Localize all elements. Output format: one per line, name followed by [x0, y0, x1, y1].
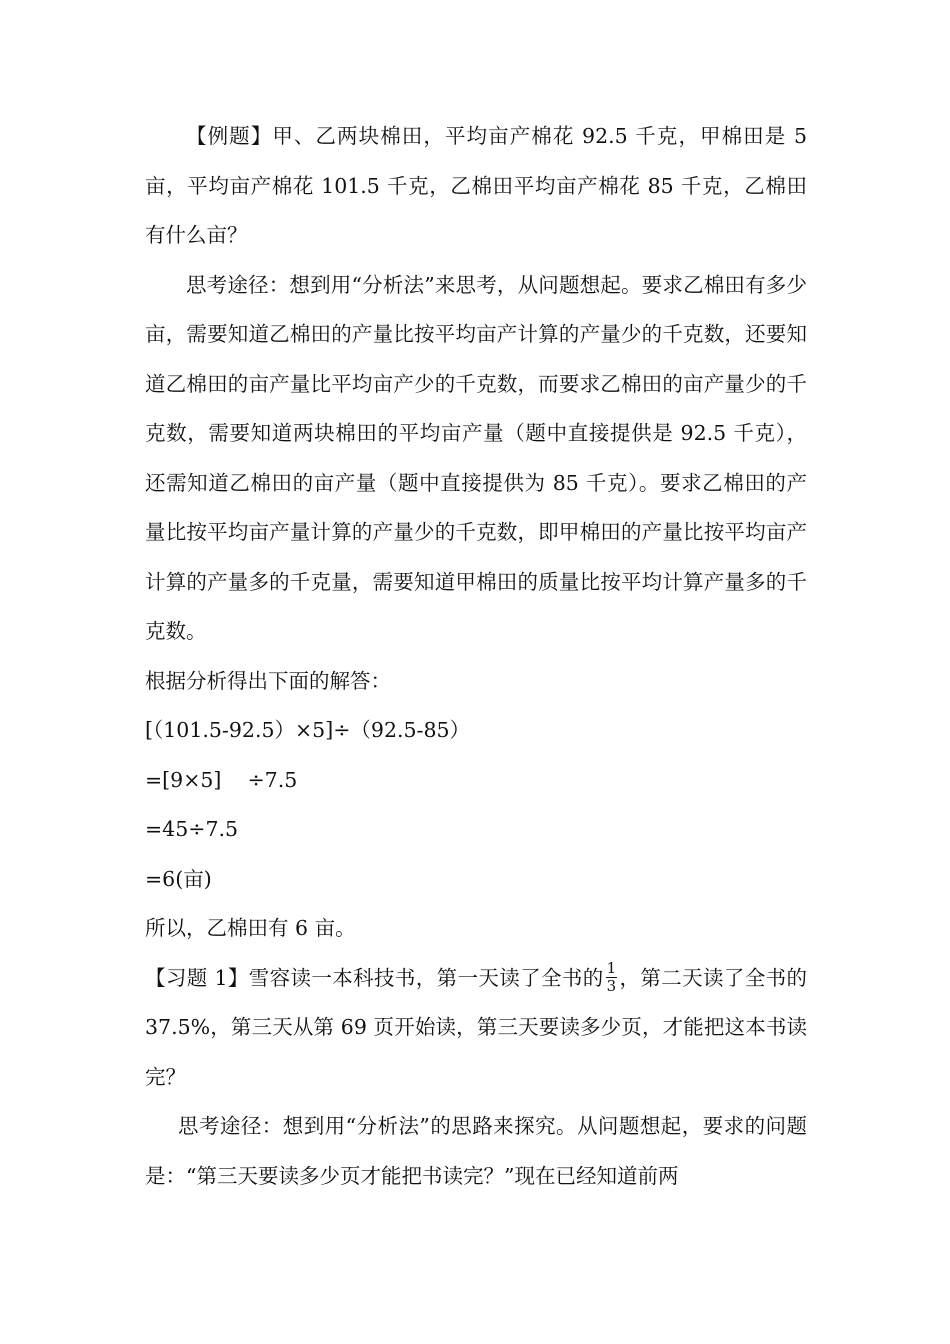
solution-step-4: =6(亩): [145, 866, 212, 891]
exercise-1-reasoning: 思考途径：想到用“分析法”的思路来探究。从问题想起，要求的问题是：“第三天要读多少页才能把书读完？”现在已经知道前两: [145, 1114, 807, 1188]
fraction-denominator: 3: [606, 976, 617, 995]
fraction-one-third: [606, 960, 618, 995]
solution-conclusion: 所以，乙棉田有 6 亩。: [145, 916, 356, 940]
solution-step-3: =45÷7.5: [145, 817, 239, 841]
fraction-numerator: 1: [606, 958, 617, 977]
solution-step-1: [（101.5-92.5）×5]÷（92.5-85）: [145, 718, 471, 742]
example-reasoning: 思考途径：想到用“分析法”来思考，从问题想起。要求乙棉田有多少亩，需要知道乙棉田的产量比按平均亩产计算的产量少的千克数，还要知道乙棉田的亩产量比平均亩产少的千克数，而要求乙棉田的亩产量少的千克数，需要知道两块棉田的平均亩产量（题中直接提供是 92.5 千克），还需知道乙棉田的亩产量（题中直接提供为 85 千克）。要求乙棉田的产量比按平均亩产量计算的产量少的千克数，即甲棉田的产量比按平均亩产计算的产量多的千克量，需要知道甲棉田的质量比按平均计算产量多的千克数。: [145, 272, 807, 643]
exercise-1-text-before: 【习题 1】雪容读一本科技书，第一天读了全书的: [145, 965, 604, 990]
example-problem: 【例题】甲、乙两块棉田，平均亩产棉花 92.5 千克，甲棉田是 5 亩，平均亩产棉花 101.5 千克，乙棉田平均亩产棉花 85 千克，乙棉田有什么亩？: [145, 124, 807, 247]
solution-step-2: =[9×5] ÷7.5: [145, 767, 298, 792]
document-page: [145, 112, 807, 1201]
solution-lead: 根据分析得出下面的解答：: [145, 668, 391, 693]
exercise-1-problem: [145, 954, 807, 1103]
exercise-1-text-after: ，第二天读了全书的 37.5%，第三天从第 69 页开始读，第三天要读多少页，才能把这本书读完？: [145, 965, 807, 1089]
